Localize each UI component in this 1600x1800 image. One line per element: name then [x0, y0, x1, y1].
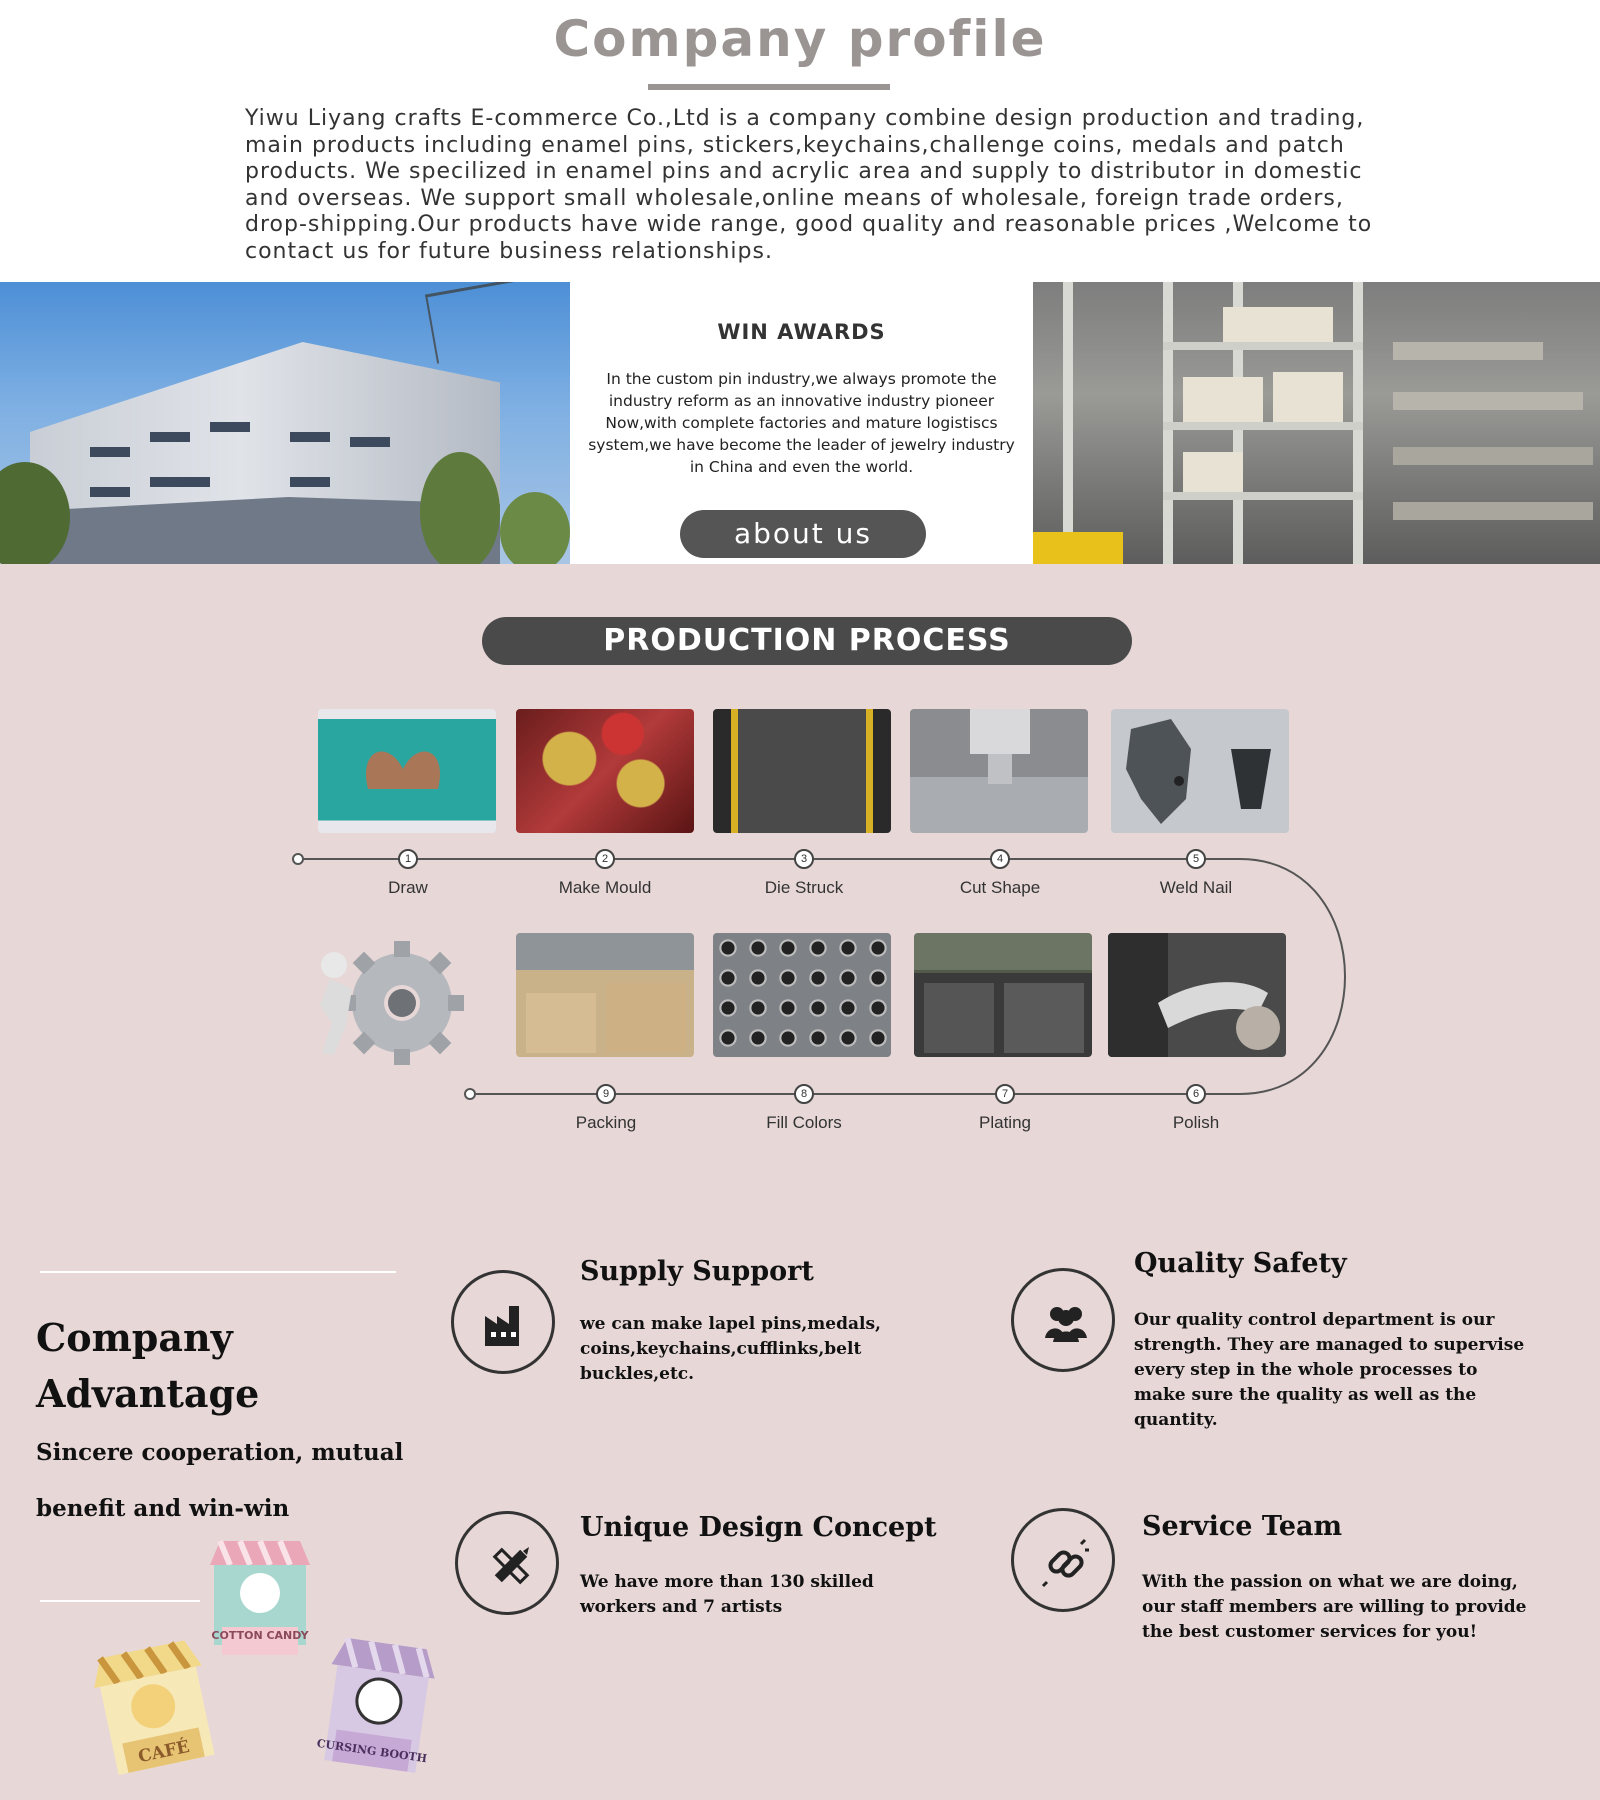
fill-colors-photo [713, 933, 891, 1057]
supply-support-title: Supply Support [580, 1256, 814, 1287]
step-label-draw: Draw [388, 878, 428, 897]
weld-nail-photo [1111, 709, 1289, 833]
make-mould-photo [516, 709, 694, 833]
step-number-1: 1 [398, 849, 418, 869]
advantage-subtitle: Sincere cooperation, mutual benefit and win-win [36, 1439, 404, 1522]
about-us-button[interactable]: about us [680, 510, 926, 558]
packing-photo [516, 933, 694, 1057]
step-label-plating: Plating [979, 1113, 1031, 1132]
profile-title: Company profile [553, 10, 1047, 68]
service-team-description: With the passion on what we are doing, our staff members are willing to provide the best customer services for you! [1142, 1572, 1527, 1642]
advantage-top-divider [40, 1271, 396, 1273]
step-number-5: 5 [1186, 849, 1206, 869]
cursing-booth-pin-image [308, 1627, 447, 1787]
step-number-3: 3 [794, 849, 814, 869]
svg-text:COTTON CANDY: COTTON CANDY [211, 1629, 309, 1642]
quality-safety-icon-circle [1011, 1268, 1115, 1372]
gear-pushing-figure-icon [312, 935, 477, 1070]
advantage-bottom-divider [40, 1600, 200, 1602]
step-number-7: 7 [995, 1084, 1015, 1104]
step-number-9: 9 [596, 1084, 616, 1104]
design-concept-title: Unique Design Concept [580, 1512, 937, 1543]
cut-shape-photo [910, 709, 1088, 833]
cotton-candy-pin-image [200, 1535, 320, 1665]
svg-text:CAFÉ: CAFÉ [136, 1736, 192, 1768]
awards-title: WIN AWARDS [717, 320, 886, 344]
profile-description: Yiwu Liyang crafts E-commerce Co.,Ltd is a company combine design production and trading, main products including enamel pins, stickers,keychains,challenge coins, medals and patch products. We specilized in enamel pins and acrylic area and supply to distributor in domestic and overseas. We support small wholesale,online means of wholesale, foreign trade orders, drop-shipping.Our products have wide range, good quality and reasonable prices ,Welcome to contact us for future business relationships. [245, 106, 1373, 264]
quality-safety-title: Quality Safety [1134, 1248, 1347, 1279]
supply-support-description: we can make lapel pins,medals, coins,keychains,cufflinks,belt buckles,etc. [580, 1314, 881, 1384]
awards-description: In the custom pin industry,we always promote the industry reform as an innovative industry pioneer Now,with complete factories and mature logistiscs system,we have become the leader of jewelry industry in China and even the world. [588, 370, 1015, 476]
draw-photo [318, 709, 496, 833]
plating-photo [914, 933, 1092, 1057]
factory-icon [481, 1300, 531, 1350]
step-label-weld-nail: Weld Nail [1159, 878, 1233, 897]
service-team-title: Service Team [1142, 1511, 1343, 1542]
advantage-title: Company Advantage [36, 1315, 260, 1416]
step-number-2: 2 [595, 849, 615, 869]
step-number-4: 4 [990, 849, 1010, 869]
design-concept-icon-circle [455, 1511, 559, 1615]
supply-support-icon-circle [451, 1270, 555, 1374]
polish-photo [1108, 933, 1286, 1057]
step-label-die-struck: Die Struck [764, 878, 844, 897]
step-label-cut-shape: Cut Shape [959, 878, 1041, 897]
step-number-8: 8 [794, 1084, 814, 1104]
team-icon [1041, 1298, 1091, 1348]
service-team-icon-circle [1011, 1508, 1115, 1612]
design-concept-description: We have more than 130 skilled workers and 7 artists [580, 1572, 874, 1617]
quality-safety-description: Our quality control department is our strength. They are managed to supervise every step in the whole processes to make sure the quality as well as the quantity. [1134, 1310, 1525, 1430]
svg-text:CURSING BOOTH: CURSING BOOTH [315, 1736, 428, 1766]
design-tools-icon [485, 1541, 535, 1591]
production-process-banner: PRODUCTION PROCESS [482, 617, 1132, 665]
step-label-packing: Packing [575, 1113, 637, 1132]
step-number-6: 6 [1186, 1084, 1206, 1104]
die-struck-photo [713, 709, 891, 833]
step-label-fill-colors: Fill Colors [766, 1113, 842, 1132]
step-label-polish: Polish [1172, 1113, 1220, 1132]
step-label-make-mould: Make Mould [558, 878, 652, 897]
link-icon [1041, 1538, 1091, 1588]
